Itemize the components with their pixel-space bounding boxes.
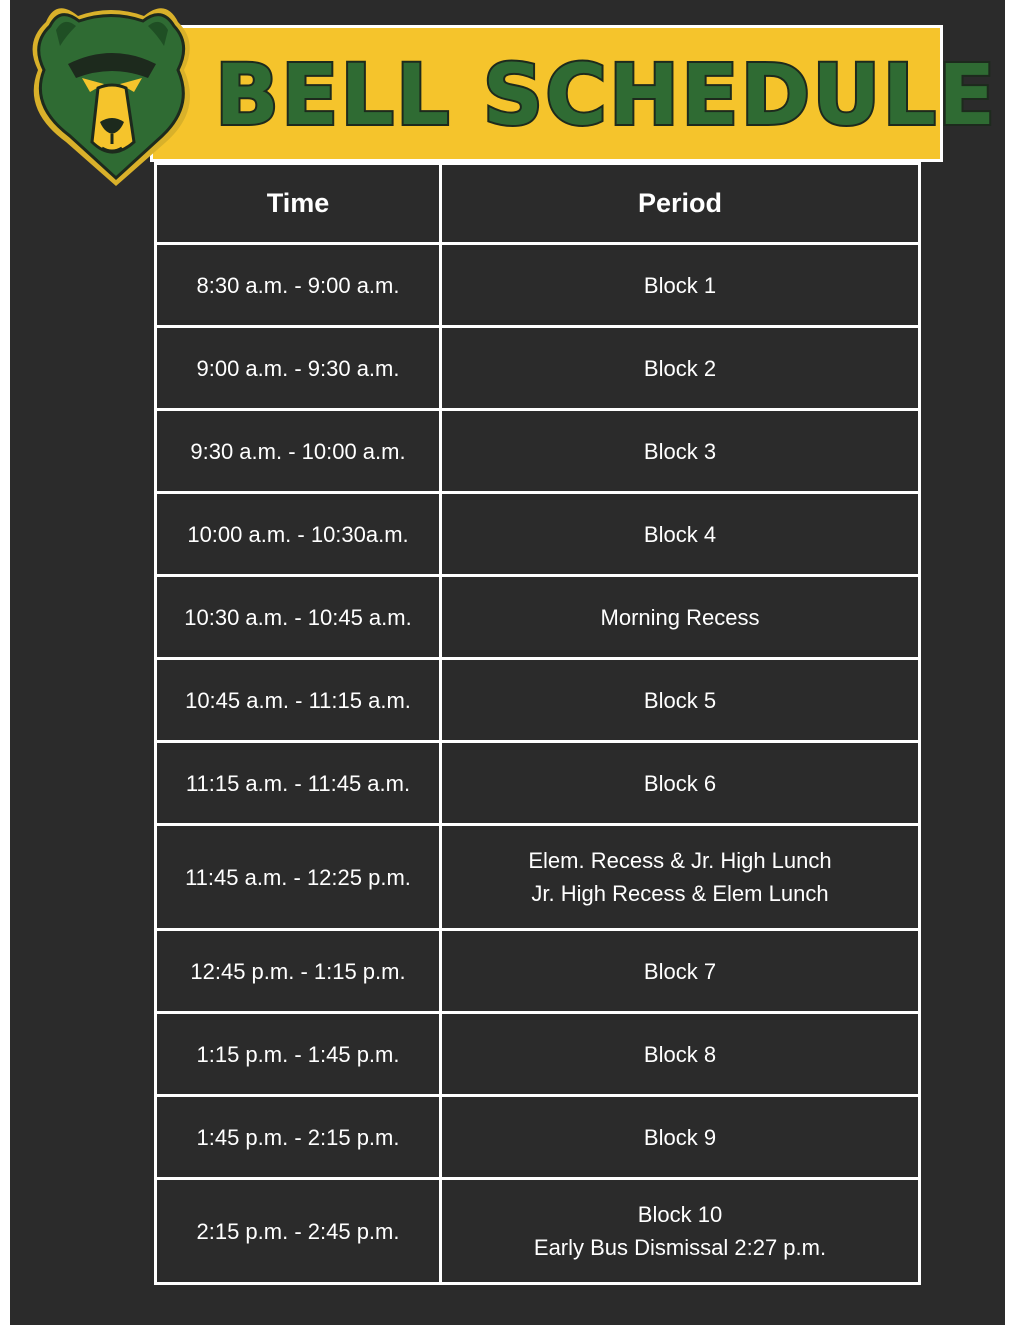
time-cell: 10:30 a.m. - 10:45 a.m.: [156, 576, 441, 659]
table-row: [156, 1179, 920, 1284]
time-column-header: Time: [156, 164, 441, 244]
period-cell: Block 5: [441, 659, 920, 742]
time-cell: 11:15 a.m. - 11:45 a.m.: [156, 742, 441, 825]
period-cell: Block 9: [441, 1096, 920, 1179]
time-cell: 10:45 a.m. - 11:15 a.m.: [156, 659, 441, 742]
table-row: [156, 576, 920, 659]
period-cell: [441, 1179, 920, 1284]
period-cell: [441, 825, 920, 930]
period-cell: Block 3: [441, 410, 920, 493]
period-line: Early Bus Dismissal 2:27 p.m.: [533, 1235, 827, 1260]
table-row: [156, 742, 920, 825]
time-cell: 2:15 p.m. - 2:45 p.m.: [156, 1179, 441, 1284]
page-title: BELL SCHEDULE: [215, 46, 998, 144]
table-row: [156, 327, 920, 410]
time-cell: 10:00 a.m. - 10:30a.m.: [156, 493, 441, 576]
time-cell: 9:00 a.m. - 9:30 a.m.: [156, 327, 441, 410]
table-row: [156, 1096, 920, 1179]
time-cell: 11:45 a.m. - 12:25 p.m.: [156, 825, 441, 930]
period-cell: Block 4: [441, 493, 920, 576]
period-cell: Block 6: [441, 742, 920, 825]
table-row: [156, 1013, 920, 1096]
table-row: [156, 493, 920, 576]
time-cell: 9:30 a.m. - 10:00 a.m.: [156, 410, 441, 493]
period-cell: Block 2: [441, 327, 920, 410]
bear-head-icon: [16, 2, 206, 187]
period-line: Block 10: [637, 1202, 723, 1227]
period-cell: Block 8: [441, 1013, 920, 1096]
bell-schedule-table: [154, 162, 921, 1285]
table-row: [156, 930, 920, 1013]
period-column-header: Period: [441, 164, 920, 244]
time-cell: 8:30 a.m. - 9:00 a.m.: [156, 244, 441, 327]
period-line: Elem. Recess & Jr. High Lunch: [528, 848, 832, 873]
table-row: [156, 825, 920, 930]
time-cell: 12:45 p.m. - 1:15 p.m.: [156, 930, 441, 1013]
time-cell: 1:15 p.m. - 1:45 p.m.: [156, 1013, 441, 1096]
period-cell: Block 1: [441, 244, 920, 327]
period-cell: Block 7: [441, 930, 920, 1013]
period-cell: Morning Recess: [441, 576, 920, 659]
table-row: [156, 410, 920, 493]
table-row: [156, 659, 920, 742]
table-header-row: [156, 164, 920, 244]
time-cell: 1:45 p.m. - 2:15 p.m.: [156, 1096, 441, 1179]
period-line: Jr. High Recess & Elem Lunch: [531, 881, 829, 906]
table-row: [156, 244, 920, 327]
